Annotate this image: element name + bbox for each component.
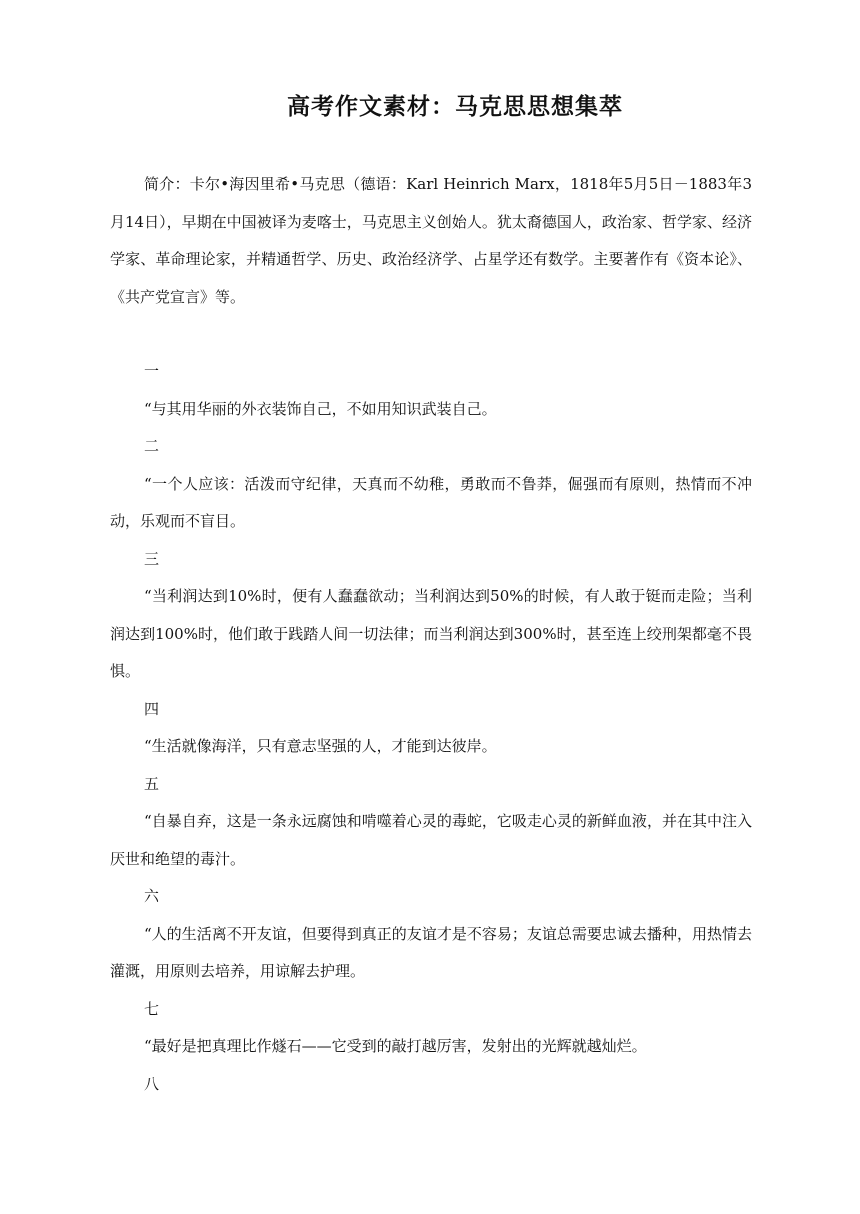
quote-number: 六 [144, 887, 160, 905]
quote-item [110, 1066, 752, 1104]
quote-item [110, 428, 752, 541]
quote-number: 七 [144, 999, 160, 1018]
quote-text: “自暴自弃，这是一条永远腐蚀和啃噬着心灵的毒蛇，它吸走心灵的新鲜血液，并在其中注入厌世和绝望的毒汁。 [110, 812, 752, 868]
quote-text: “与其用华丽的外衣装饰自己，不如用知识武装自己。 [144, 399, 497, 418]
quote-item [110, 766, 752, 879]
quote-text: “当利润达到10%时，便有人蠢蠢欲动；当利润达到50%的时候，有人敢于铤而走险；当利润达到100%时，他们敢于践踏人间一切法律；而当利润达到300%时，甚至连上绞刑架都毫不畏惧。 [110, 587, 752, 680]
quote-item [110, 991, 752, 1066]
quote-number: 五 [144, 774, 160, 793]
quote-number: 一 [144, 362, 160, 380]
quote-number: 八 [144, 1074, 160, 1093]
intro-paragraph: 简介：卡尔•海因里希•马克思（德语：Karl Heinrich Marx，1818年5月5日－1883年3月14日），早期在中国被译为麦喀士，马克思主义创始人。犹太裔德国人，政治家、哲学家、经济学家、革命理论家，并精通哲学、历史、政治经济学、占星学还有数学。主要著作有《资本论》、《共产党宣言》等。 [110, 175, 752, 306]
quote-text: “生活就像海洋，只有意志坚强的人，才能到达彼岸。 [144, 737, 497, 755]
quote-text: “人的生活离不开友谊，但要得到真正的友谊才是不容易；友谊总需要忠诚去播种，用热情去灌溉，用原则去培养，用谅解去护理。 [110, 924, 752, 980]
quote-number: 四 [144, 699, 160, 718]
quote-list [110, 353, 752, 1103]
quote-item [110, 878, 752, 991]
document-body [110, 166, 752, 1103]
document-title: 高考作文素材：马克思思想集萃 [287, 93, 623, 120]
quote-text: “一个人应该：活泼而守纪律，天真而不幼稚，勇敢而不鲁莽，倔强而有原则，热情而不冲动，乐观而不盲目。 [110, 474, 752, 530]
quote-item [110, 353, 752, 428]
quote-item [110, 541, 752, 691]
quote-text: “最好是把真理比作燧石——它受到的敲打越厉害，发射出的光辉就越灿烂。 [144, 1037, 647, 1055]
quote-number: 三 [144, 549, 160, 568]
quote-item [110, 691, 752, 766]
quote-number: 二 [144, 437, 160, 455]
paragraph-spacer [110, 316, 752, 353]
